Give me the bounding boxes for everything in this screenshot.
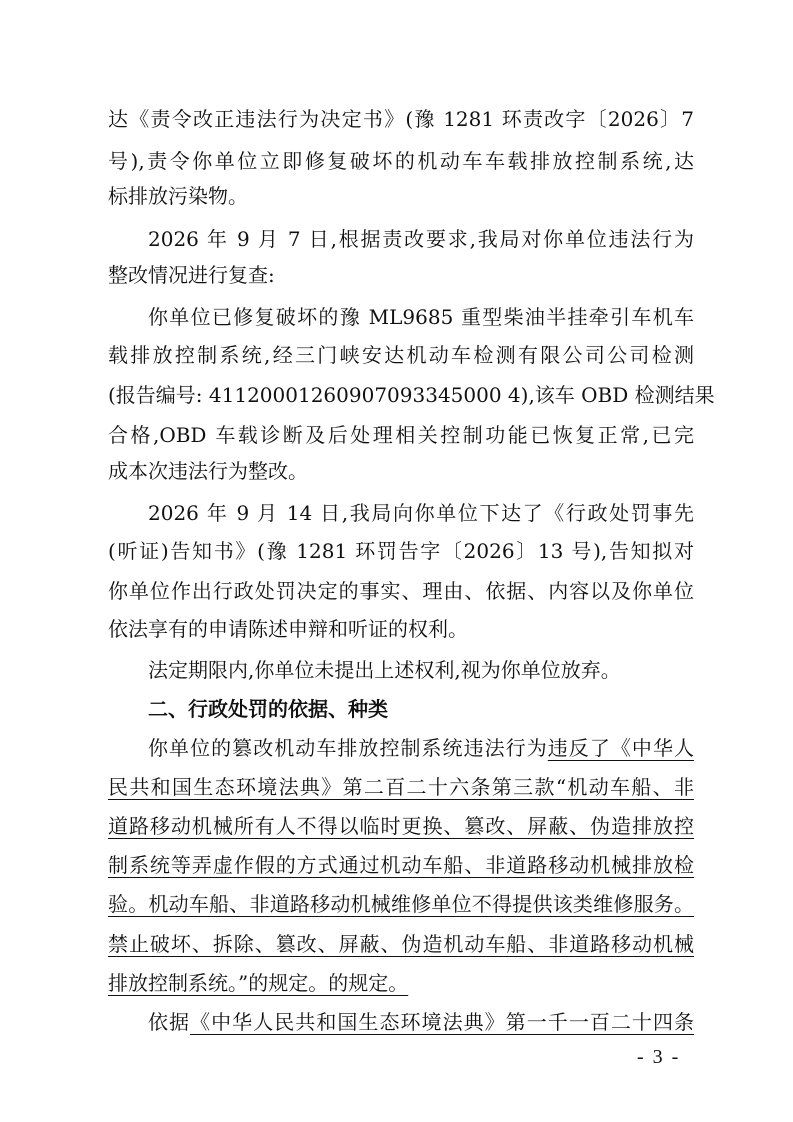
line-17: 民共和国生态环境法典》第二百二十六条第三款“机动车船、非 bbox=[108, 775, 694, 799]
line-22: 排放控制系统。”的规定。的规定。 bbox=[108, 971, 409, 995]
line-16-plain: 你单位的篡改机动车排放控制系统违法行为 bbox=[148, 736, 548, 760]
line-01: 达《责令改正违法行为决定书》(豫 1281 环责改字〔2026〕7 bbox=[108, 107, 694, 131]
page-number: - 3 - bbox=[637, 1046, 681, 1068]
line-08: (报告编号: 41120001260907093345000 4),该车 OBD 检测结果 bbox=[108, 383, 715, 407]
line-14: 依法享有的申请陈述申辩和听证的权利。 bbox=[108, 617, 468, 641]
line-12: (听证)告知书》(豫 1281 环罚告字〔2026〕13 号),告知拟对 bbox=[108, 539, 694, 563]
section-heading: 二、行政处罚的依据、种类 bbox=[148, 697, 388, 721]
line-21: 禁止破坏、拆除、篡改、屏蔽、伪造机动车船、非道路移动机械 bbox=[108, 932, 694, 956]
line-03: 标排放污染物。 bbox=[108, 184, 248, 208]
line-20: 验。机动车船、非道路移动机械维修单位不得提供该类维修服务。 bbox=[108, 892, 694, 916]
line-11: 2026 年 9 月 14 日,我局向你单位下达了《行政处罚事先 bbox=[148, 501, 694, 525]
line-09: 合格,OBD 车载诊断及后处理相关控制功能已恢复正常,已完 bbox=[108, 423, 694, 447]
line-15: 法定期限内,你单位未提出上述权利,视为你单位放弃。 bbox=[148, 658, 621, 682]
line-10: 成本次违法行为整改。 bbox=[108, 459, 308, 483]
line-07: 载排放控制系统,经三门峡安达机动车检测有限公司公司检测 bbox=[108, 343, 694, 367]
line-06: 你单位已修复破坏的豫 ML9685 重型柴油半挂牵引车机车 bbox=[148, 305, 694, 329]
line-02: 号),责令你单位立即修复破坏的机动车车载排放控制系统,达 bbox=[108, 149, 694, 173]
line-23 bbox=[148, 1007, 694, 1037]
line-04: 2026 年 9 月 7 日,根据责改要求,我局对你单位违法行为 bbox=[148, 227, 694, 251]
line-19: 制系统等弄虚作假的方式通过机动车船、非道路移动机械排放检 bbox=[108, 853, 694, 877]
line-16 bbox=[148, 733, 694, 763]
line-18: 道路移动机械所有人不得以临时更换、篡改、屏蔽、伪造排放控 bbox=[108, 814, 694, 838]
line-23-plain: 依据 bbox=[148, 1010, 191, 1034]
line-05: 整改情况进行复查: bbox=[108, 263, 275, 287]
line-13: 你单位作出行政处罚决定的事实、理由、依据、内容以及你单位 bbox=[108, 579, 694, 603]
line-16-underlined: 违反了《中华人 bbox=[547, 736, 695, 760]
line-23-underlined: 《中华人民共和国生态环境法典》第一千一百二十四条 bbox=[190, 1010, 695, 1034]
